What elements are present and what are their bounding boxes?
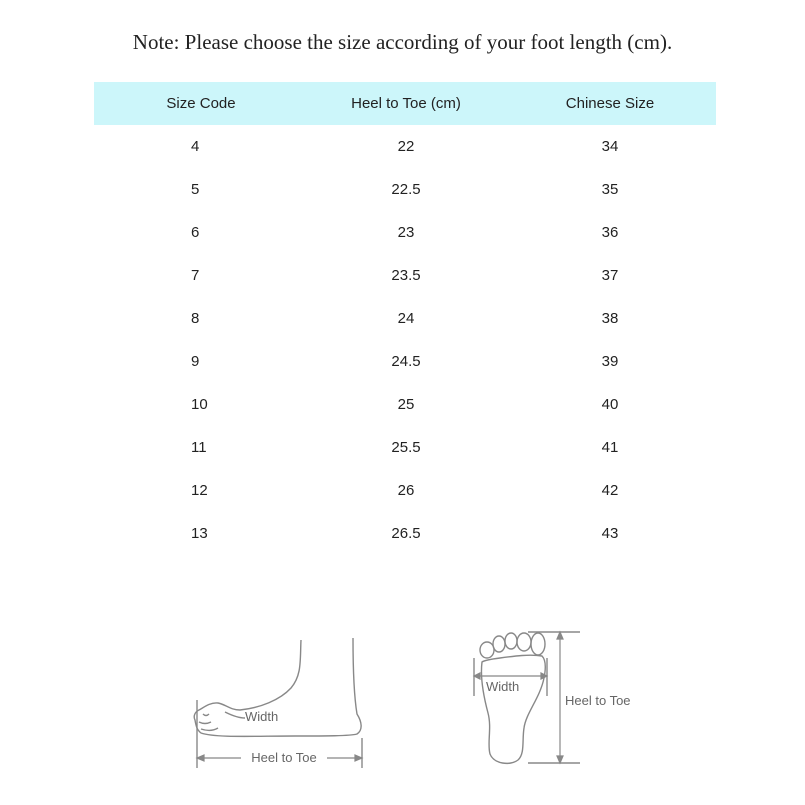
header-size-code: Size Code xyxy=(166,95,236,112)
cell-chinese-size: 37 xyxy=(601,267,619,284)
header-chinese-size: Chinese Size xyxy=(565,95,655,112)
cell-heel-to-toe: 23 xyxy=(397,224,415,241)
cell-heel-to-toe: 22.5 xyxy=(391,181,421,198)
table-row xyxy=(94,125,716,168)
cell-heel-to-toe: 22 xyxy=(397,138,415,155)
table-row xyxy=(94,383,716,426)
table-row xyxy=(94,512,716,555)
side-foot-diagram xyxy=(185,630,375,775)
table-row xyxy=(94,426,716,469)
table-row xyxy=(94,254,716,297)
cell-chinese-size: 39 xyxy=(601,353,619,370)
sole-width-label: Width xyxy=(486,679,520,694)
cell-size-code: 8 xyxy=(191,310,200,327)
side-length-label: Heel to Toe xyxy=(251,750,317,765)
table-row xyxy=(94,340,716,383)
side-foot-outline-icon xyxy=(194,638,362,768)
cell-chinese-size: 34 xyxy=(601,138,619,155)
cell-size-code: 9 xyxy=(191,353,200,370)
cell-size-code: 12 xyxy=(191,482,208,499)
table-row xyxy=(94,168,716,211)
sole-foot-diagram xyxy=(470,628,670,773)
cell-size-code: 7 xyxy=(191,267,200,284)
table-header xyxy=(94,82,716,125)
cell-size-code: 4 xyxy=(191,138,200,155)
cell-chinese-size: 41 xyxy=(601,439,619,456)
cell-size-code: 10 xyxy=(191,396,208,413)
sole-arrows-icon xyxy=(474,632,563,763)
cell-size-code: 5 xyxy=(191,181,200,198)
cell-heel-to-toe: 24 xyxy=(397,310,415,327)
table-row xyxy=(94,297,716,340)
cell-heel-to-toe: 24.5 xyxy=(391,353,421,370)
table-row xyxy=(94,469,716,512)
cell-size-code: 13 xyxy=(191,525,208,542)
cell-chinese-size: 40 xyxy=(601,396,619,413)
cell-chinese-size: 38 xyxy=(601,310,619,327)
cell-heel-to-toe: 23.5 xyxy=(391,267,421,284)
cell-heel-to-toe: 25.5 xyxy=(391,439,421,456)
sole-length-label: Heel to Toe xyxy=(565,693,631,708)
cell-heel-to-toe: 25 xyxy=(397,396,415,413)
side-width-label: Width xyxy=(245,709,279,724)
note-text: Note: Please choose the size according of your foot length (cm). xyxy=(132,30,673,54)
cell-chinese-size: 36 xyxy=(601,224,619,241)
cell-chinese-size: 42 xyxy=(601,482,619,499)
cell-heel-to-toe: 26 xyxy=(397,482,415,499)
table-row xyxy=(94,211,716,254)
cell-heel-to-toe: 26.5 xyxy=(391,525,421,542)
cell-chinese-size: 43 xyxy=(601,525,619,542)
cell-size-code: 6 xyxy=(191,224,200,241)
cell-size-code: 11 xyxy=(191,439,207,456)
cell-chinese-size: 35 xyxy=(601,181,619,198)
size-table xyxy=(94,82,716,555)
header-heel-to-toe: Heel to Toe (cm) xyxy=(351,95,461,112)
